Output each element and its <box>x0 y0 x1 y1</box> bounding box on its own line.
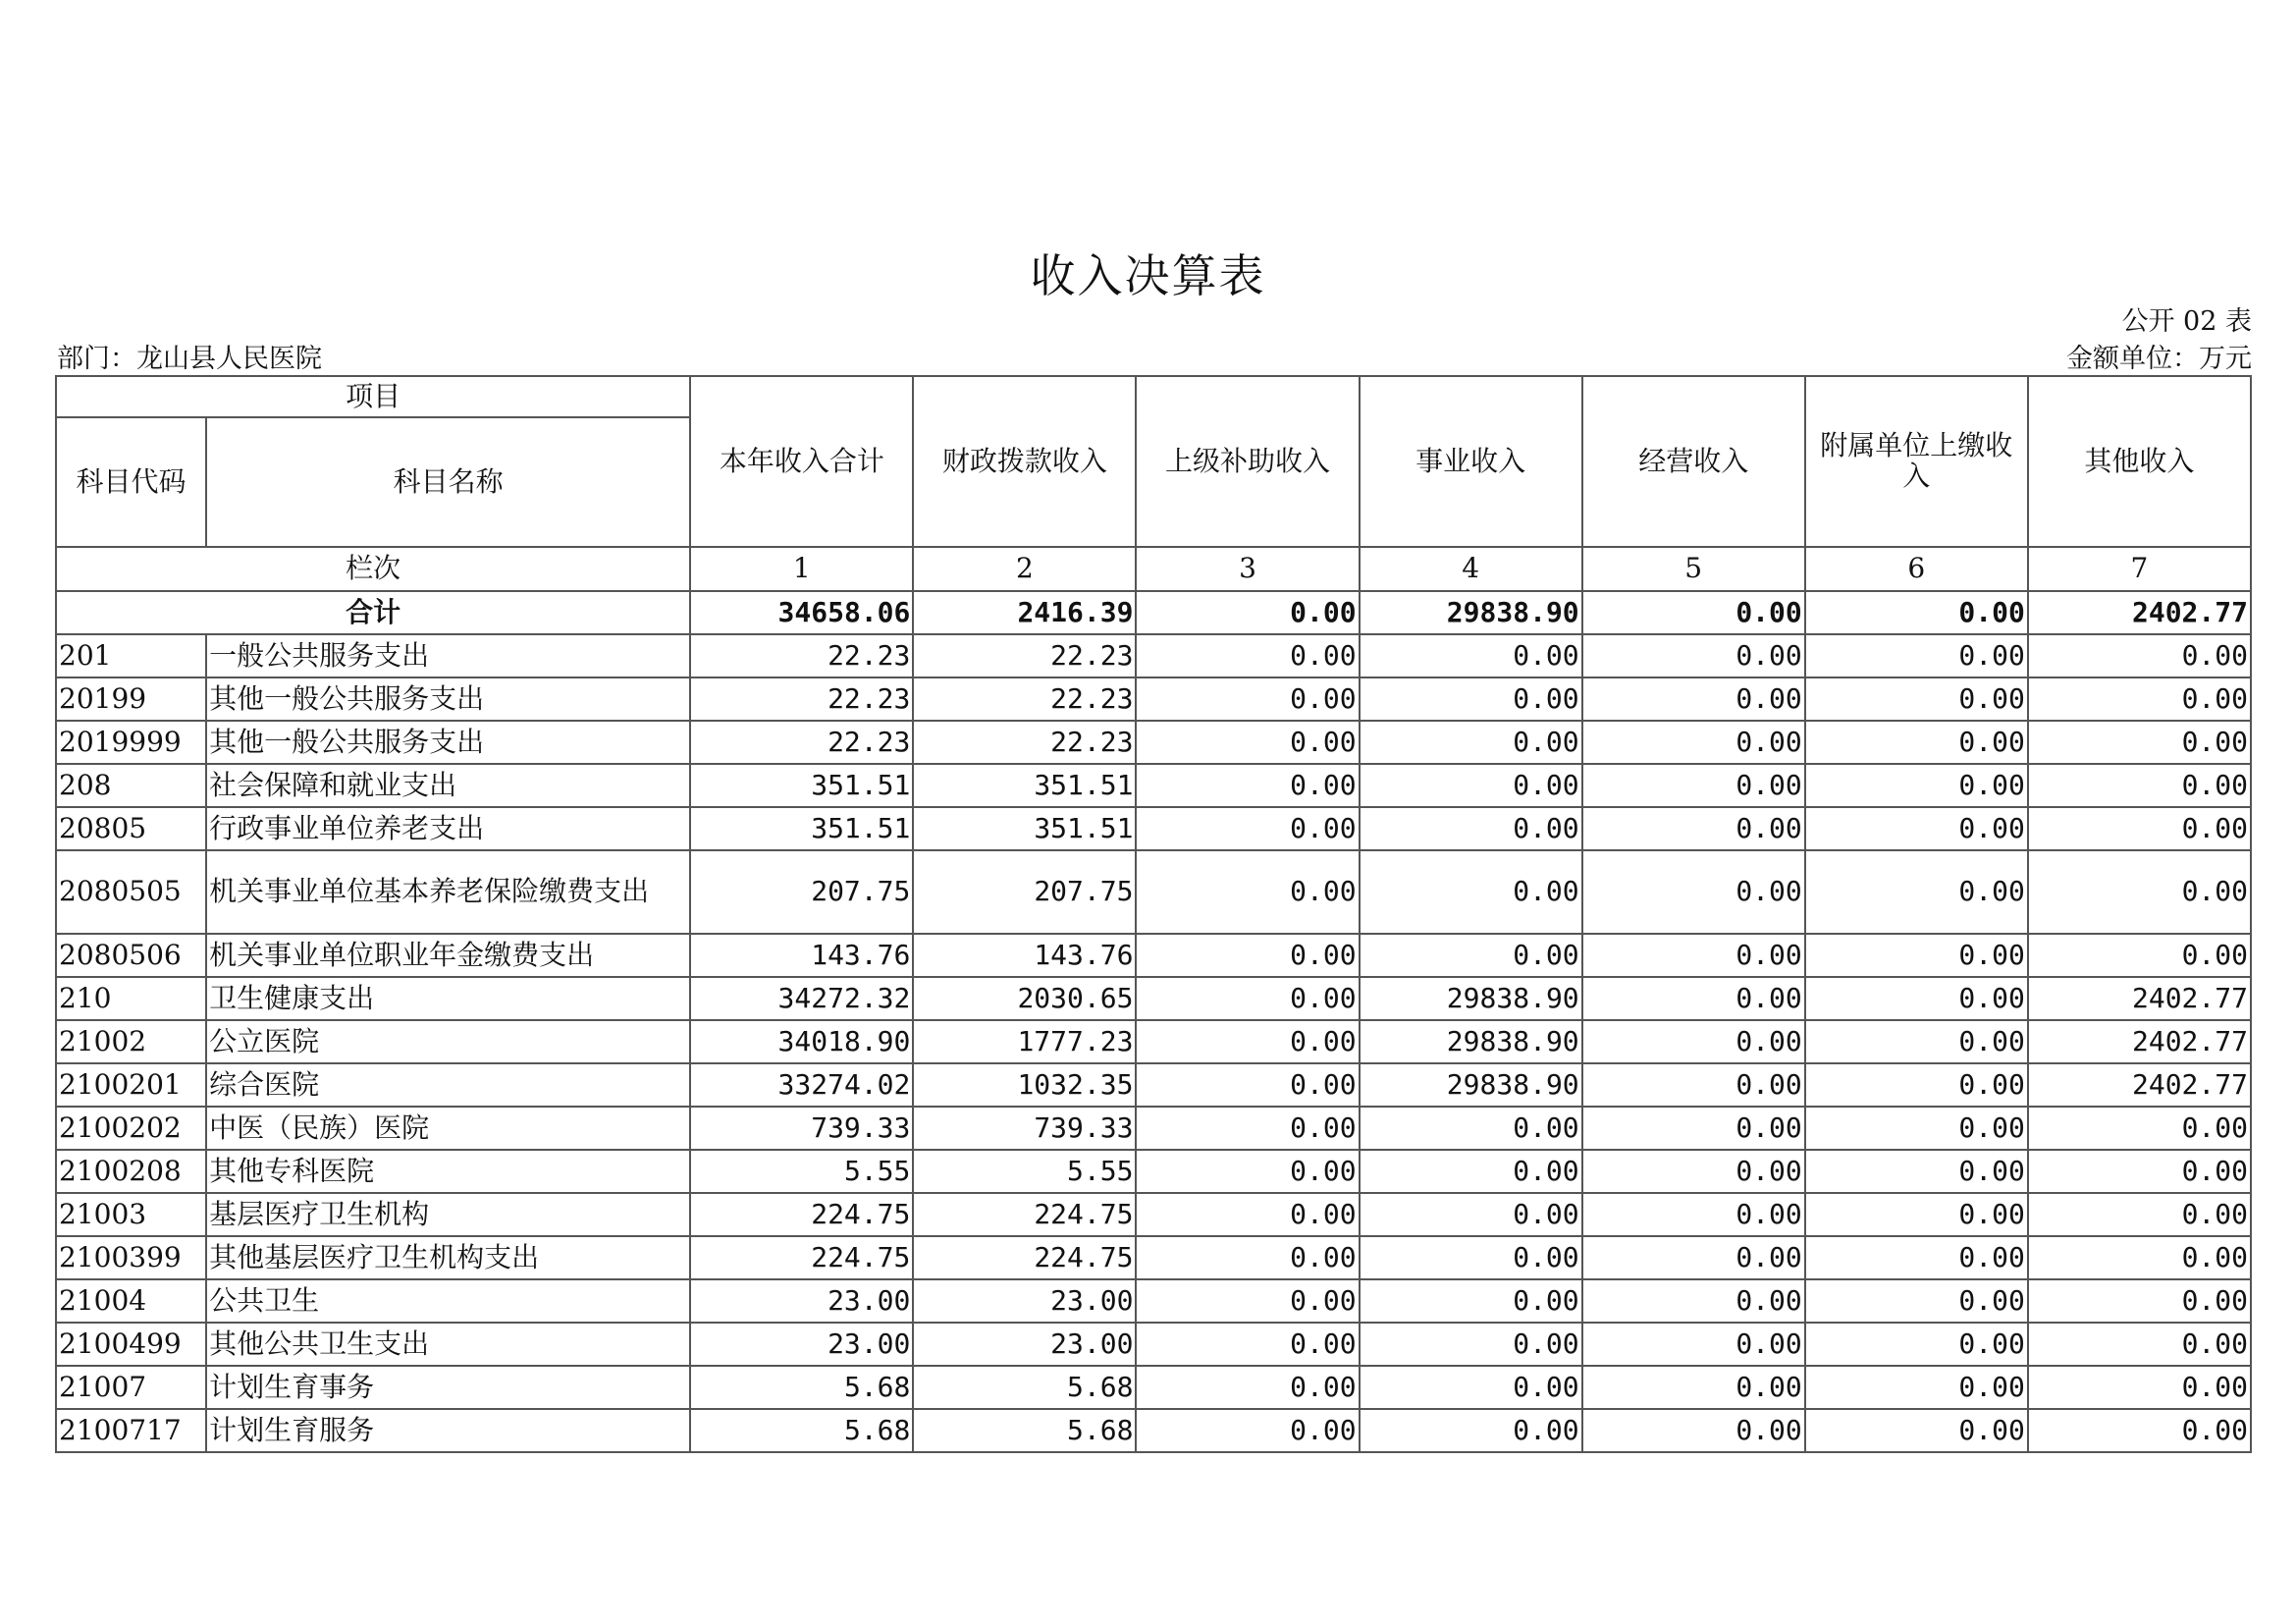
header-operating-income: 经营收入 <box>1582 376 1805 547</box>
table-row <box>56 677 2251 721</box>
subject-name: 卫生健康支出 <box>206 977 690 1020</box>
amount-cell: 0.00 <box>1136 1063 1359 1107</box>
total-value: 0.00 <box>1582 591 1805 634</box>
amount-cell: 0.00 <box>1582 1236 1805 1279</box>
amount-cell: 0.00 <box>1805 1193 2028 1236</box>
amount-cell: 0.00 <box>1360 764 1582 807</box>
amount-cell: 0.00 <box>1805 1409 2028 1452</box>
amount-cell: 5.55 <box>913 1150 1136 1193</box>
header-seq-label: 栏次 <box>56 547 690 591</box>
amount-cell: 0.00 <box>1582 764 1805 807</box>
amount-cell: 0.00 <box>1582 677 1805 721</box>
amount-cell: 0.00 <box>1360 1366 1582 1409</box>
total-row <box>56 591 2251 634</box>
amount-cell: 0.00 <box>1136 850 1359 934</box>
subject-code: 2080505 <box>56 850 206 934</box>
amount-cell: 0.00 <box>2028 1193 2251 1236</box>
table-row <box>56 850 2251 934</box>
amount-cell: 2030.65 <box>913 977 1136 1020</box>
amount-cell: 0.00 <box>1136 977 1359 1020</box>
amount-cell: 22.23 <box>913 721 1136 764</box>
amount-cell: 23.00 <box>690 1279 913 1323</box>
amount-cell: 739.33 <box>690 1107 913 1150</box>
amount-cell: 0.00 <box>2028 934 2251 977</box>
table-row <box>56 1063 2251 1107</box>
subject-code: 20199 <box>56 677 206 721</box>
total-value: 34658.06 <box>690 591 913 634</box>
amount-cell: 351.51 <box>913 764 1136 807</box>
subject-code: 201 <box>56 634 206 677</box>
header-business-income: 事业收入 <box>1360 376 1582 547</box>
table-row <box>56 764 2251 807</box>
subject-code: 21004 <box>56 1279 206 1323</box>
amount-cell: 0.00 <box>2028 1150 2251 1193</box>
amount-cell: 0.00 <box>1136 1323 1359 1366</box>
header-seq-4: 4 <box>1360 547 1582 591</box>
amount-cell: 0.00 <box>1805 1063 2028 1107</box>
amount-cell: 22.23 <box>690 634 913 677</box>
subject-code: 210 <box>56 977 206 1020</box>
amount-cell: 0.00 <box>1360 807 1582 850</box>
subject-code: 2100208 <box>56 1150 206 1193</box>
subject-name: 计划生育服务 <box>206 1409 690 1452</box>
table-row <box>56 1323 2251 1366</box>
table-row <box>56 1409 2251 1452</box>
subject-name: 计划生育事务 <box>206 1366 690 1409</box>
amount-cell: 0.00 <box>2028 1279 2251 1323</box>
header-seq-3: 3 <box>1136 547 1359 591</box>
table-row <box>56 1193 2251 1236</box>
amount-cell: 34018.90 <box>690 1020 913 1063</box>
subject-code: 2100717 <box>56 1409 206 1452</box>
table-row <box>56 1150 2251 1193</box>
amount-cell: 0.00 <box>1582 1020 1805 1063</box>
amount-cell: 29838.90 <box>1360 1020 1582 1063</box>
amount-cell: 0.00 <box>1136 721 1359 764</box>
amount-cell: 0.00 <box>1805 934 2028 977</box>
amount-cell: 2402.77 <box>2028 1020 2251 1063</box>
amount-cell: 143.76 <box>913 934 1136 977</box>
header-seq-2: 2 <box>913 547 1136 591</box>
amount-cell: 0.00 <box>2028 1323 2251 1366</box>
amount-cell: 0.00 <box>1360 721 1582 764</box>
amount-cell: 0.00 <box>1360 634 1582 677</box>
subject-code: 2100201 <box>56 1063 206 1107</box>
total-label: 合计 <box>56 591 690 634</box>
amount-cell: 29838.90 <box>1360 1063 1582 1107</box>
subject-name: 中医（民族）医院 <box>206 1107 690 1150</box>
header-subject-name: 科目名称 <box>206 417 690 547</box>
amount-cell: 351.51 <box>913 807 1136 850</box>
amount-cell: 0.00 <box>1805 721 2028 764</box>
amount-cell: 5.55 <box>690 1150 913 1193</box>
amount-cell: 29838.90 <box>1360 977 1582 1020</box>
amount-cell: 0.00 <box>2028 634 2251 677</box>
amount-cell: 351.51 <box>690 807 913 850</box>
table-row <box>56 721 2251 764</box>
amount-cell: 739.33 <box>913 1107 1136 1150</box>
header-seq-5: 5 <box>1582 547 1805 591</box>
amount-cell: 0.00 <box>1805 1236 2028 1279</box>
amount-cell: 0.00 <box>2028 764 2251 807</box>
amount-cell: 0.00 <box>1360 1236 1582 1279</box>
total-value: 2402.77 <box>2028 591 2251 634</box>
amount-cell: 0.00 <box>2028 1366 2251 1409</box>
amount-cell: 22.23 <box>690 677 913 721</box>
table-row <box>56 977 2251 1020</box>
amount-cell: 0.00 <box>2028 1409 2251 1452</box>
amount-cell: 33274.02 <box>690 1063 913 1107</box>
amount-cell: 0.00 <box>1136 1107 1359 1150</box>
amount-cell: 0.00 <box>1805 634 2028 677</box>
amount-cell: 0.00 <box>1360 677 1582 721</box>
header-superior-subsidy: 上级补助收入 <box>1136 376 1359 547</box>
amount-cell: 34272.32 <box>690 977 913 1020</box>
amount-cell: 0.00 <box>2028 850 2251 934</box>
amount-cell: 0.00 <box>1360 1107 1582 1150</box>
amount-cell: 0.00 <box>2028 807 2251 850</box>
total-value: 0.00 <box>1805 591 2028 634</box>
subject-name: 公共卫生 <box>206 1279 690 1323</box>
amount-cell: 0.00 <box>1360 1150 1582 1193</box>
amount-cell: 0.00 <box>1136 807 1359 850</box>
amount-unit-label: 金额单位：万元 <box>2066 344 2252 374</box>
subject-name: 社会保障和就业支出 <box>206 764 690 807</box>
subject-code: 2080506 <box>56 934 206 977</box>
amount-cell: 224.75 <box>690 1236 913 1279</box>
amount-cell: 5.68 <box>690 1409 913 1452</box>
amount-cell: 0.00 <box>1805 1150 2028 1193</box>
amount-cell: 22.23 <box>690 721 913 764</box>
amount-cell: 0.00 <box>1360 934 1582 977</box>
amount-cell: 0.00 <box>1136 1279 1359 1323</box>
header-seq-7: 7 <box>2028 547 2251 591</box>
total-value: 2416.39 <box>913 591 1136 634</box>
amount-cell: 0.00 <box>1136 1020 1359 1063</box>
form-number: 公开 02 表 <box>2121 306 2252 337</box>
amount-cell: 23.00 <box>913 1323 1136 1366</box>
subject-name: 公立医院 <box>206 1020 690 1063</box>
amount-cell: 0.00 <box>1136 1236 1359 1279</box>
amount-cell: 0.00 <box>1582 1323 1805 1366</box>
amount-cell: 0.00 <box>2028 721 2251 764</box>
amount-cell: 0.00 <box>1582 1409 1805 1452</box>
subject-name: 基层医疗卫生机构 <box>206 1193 690 1236</box>
header-affiliate-income: 附属单位上缴收入 <box>1805 376 2028 547</box>
header-subject-code: 科目代码 <box>56 417 206 547</box>
header-seq-1: 1 <box>690 547 913 591</box>
amount-cell: 0.00 <box>1136 634 1359 677</box>
header-total-income: 本年收入合计 <box>690 376 913 547</box>
amount-cell: 0.00 <box>1805 1279 2028 1323</box>
income-final-accounts-table <box>55 375 2252 1453</box>
subject-name: 机关事业单位职业年金缴费支出 <box>206 934 690 977</box>
amount-cell: 2402.77 <box>2028 1063 2251 1107</box>
amount-cell: 0.00 <box>1136 1150 1359 1193</box>
amount-cell: 22.23 <box>913 677 1136 721</box>
subject-code: 21007 <box>56 1366 206 1409</box>
amount-cell: 224.75 <box>913 1193 1136 1236</box>
subject-name: 其他一般公共服务支出 <box>206 677 690 721</box>
amount-cell: 23.00 <box>913 1279 1136 1323</box>
amount-cell: 0.00 <box>1136 1409 1359 1452</box>
subject-code: 2100399 <box>56 1236 206 1279</box>
table-row <box>56 1279 2251 1323</box>
amount-cell: 0.00 <box>1582 721 1805 764</box>
subject-code: 2019999 <box>56 721 206 764</box>
amount-cell: 0.00 <box>1805 1366 2028 1409</box>
amount-cell: 0.00 <box>1805 1107 2028 1150</box>
amount-cell: 23.00 <box>690 1323 913 1366</box>
amount-cell: 0.00 <box>1582 1366 1805 1409</box>
amount-cell: 0.00 <box>1136 677 1359 721</box>
header-seq-6: 6 <box>1805 547 2028 591</box>
amount-cell: 0.00 <box>1582 634 1805 677</box>
table-row <box>56 1236 2251 1279</box>
amount-cell: 0.00 <box>1360 1323 1582 1366</box>
amount-cell: 1777.23 <box>913 1020 1136 1063</box>
table-row <box>56 807 2251 850</box>
page-title: 收入决算表 <box>1030 249 1266 302</box>
total-value: 29838.90 <box>1360 591 1582 634</box>
header-project: 项目 <box>56 376 690 417</box>
subject-name: 其他专科医院 <box>206 1150 690 1193</box>
amount-cell: 5.68 <box>690 1366 913 1409</box>
amount-cell: 207.75 <box>690 850 913 934</box>
subject-name: 一般公共服务支出 <box>206 634 690 677</box>
amount-cell: 0.00 <box>1805 850 2028 934</box>
amount-cell: 0.00 <box>1805 977 2028 1020</box>
amount-cell: 5.68 <box>913 1366 1136 1409</box>
subject-code: 20805 <box>56 807 206 850</box>
amount-cell: 0.00 <box>2028 1107 2251 1150</box>
amount-cell: 0.00 <box>1805 764 2028 807</box>
amount-cell: 0.00 <box>1582 1193 1805 1236</box>
subject-name: 其他基层医疗卫生机构支出 <box>206 1236 690 1279</box>
amount-cell: 0.00 <box>1360 1193 1582 1236</box>
amount-cell: 0.00 <box>1582 1107 1805 1150</box>
amount-cell: 224.75 <box>690 1193 913 1236</box>
header-fiscal-income: 财政拨款收入 <box>913 376 1136 547</box>
amount-cell: 143.76 <box>690 934 913 977</box>
amount-cell: 0.00 <box>1360 850 1582 934</box>
table-row <box>56 634 2251 677</box>
amount-cell: 0.00 <box>1136 1193 1359 1236</box>
subject-code: 2100499 <box>56 1323 206 1366</box>
table-row <box>56 1020 2251 1063</box>
amount-cell: 207.75 <box>913 850 1136 934</box>
amount-cell: 0.00 <box>1360 1279 1582 1323</box>
amount-cell: 0.00 <box>1805 1020 2028 1063</box>
amount-cell: 0.00 <box>1582 1063 1805 1107</box>
amount-cell: 224.75 <box>913 1236 1136 1279</box>
subject-name: 其他公共卫生支出 <box>206 1323 690 1366</box>
amount-cell: 0.00 <box>1136 764 1359 807</box>
amount-cell: 0.00 <box>1582 850 1805 934</box>
header-other-income: 其他收入 <box>2028 376 2251 547</box>
total-value: 0.00 <box>1136 591 1359 634</box>
subject-code: 21003 <box>56 1193 206 1236</box>
subject-name: 综合医院 <box>206 1063 690 1107</box>
amount-cell: 351.51 <box>690 764 913 807</box>
subject-name: 行政事业单位养老支出 <box>206 807 690 850</box>
amount-cell: 0.00 <box>1805 1323 2028 1366</box>
subject-name: 其他一般公共服务支出 <box>206 721 690 764</box>
amount-cell: 0.00 <box>1805 677 2028 721</box>
amount-cell: 0.00 <box>1582 1279 1805 1323</box>
table-row <box>56 1107 2251 1150</box>
amount-cell: 0.00 <box>2028 1236 2251 1279</box>
amount-cell: 0.00 <box>1136 934 1359 977</box>
amount-cell: 1032.35 <box>913 1063 1136 1107</box>
amount-cell: 22.23 <box>913 634 1136 677</box>
amount-cell: 0.00 <box>1360 1409 1582 1452</box>
amount-cell: 0.00 <box>2028 677 2251 721</box>
subject-name: 机关事业单位基本养老保险缴费支出 <box>206 850 690 934</box>
amount-cell: 0.00 <box>1582 807 1805 850</box>
department-label: 部门：龙山县人民医院 <box>57 344 322 374</box>
amount-cell: 0.00 <box>1582 977 1805 1020</box>
subject-code: 208 <box>56 764 206 807</box>
amount-cell: 0.00 <box>1805 807 2028 850</box>
amount-cell: 0.00 <box>1136 1366 1359 1409</box>
table-row <box>56 1366 2251 1409</box>
amount-cell: 2402.77 <box>2028 977 2251 1020</box>
amount-cell: 0.00 <box>1582 934 1805 977</box>
table-row <box>56 934 2251 977</box>
subject-code: 21002 <box>56 1020 206 1063</box>
subject-code: 2100202 <box>56 1107 206 1150</box>
amount-cell: 0.00 <box>1582 1150 1805 1193</box>
amount-cell: 5.68 <box>913 1409 1136 1452</box>
